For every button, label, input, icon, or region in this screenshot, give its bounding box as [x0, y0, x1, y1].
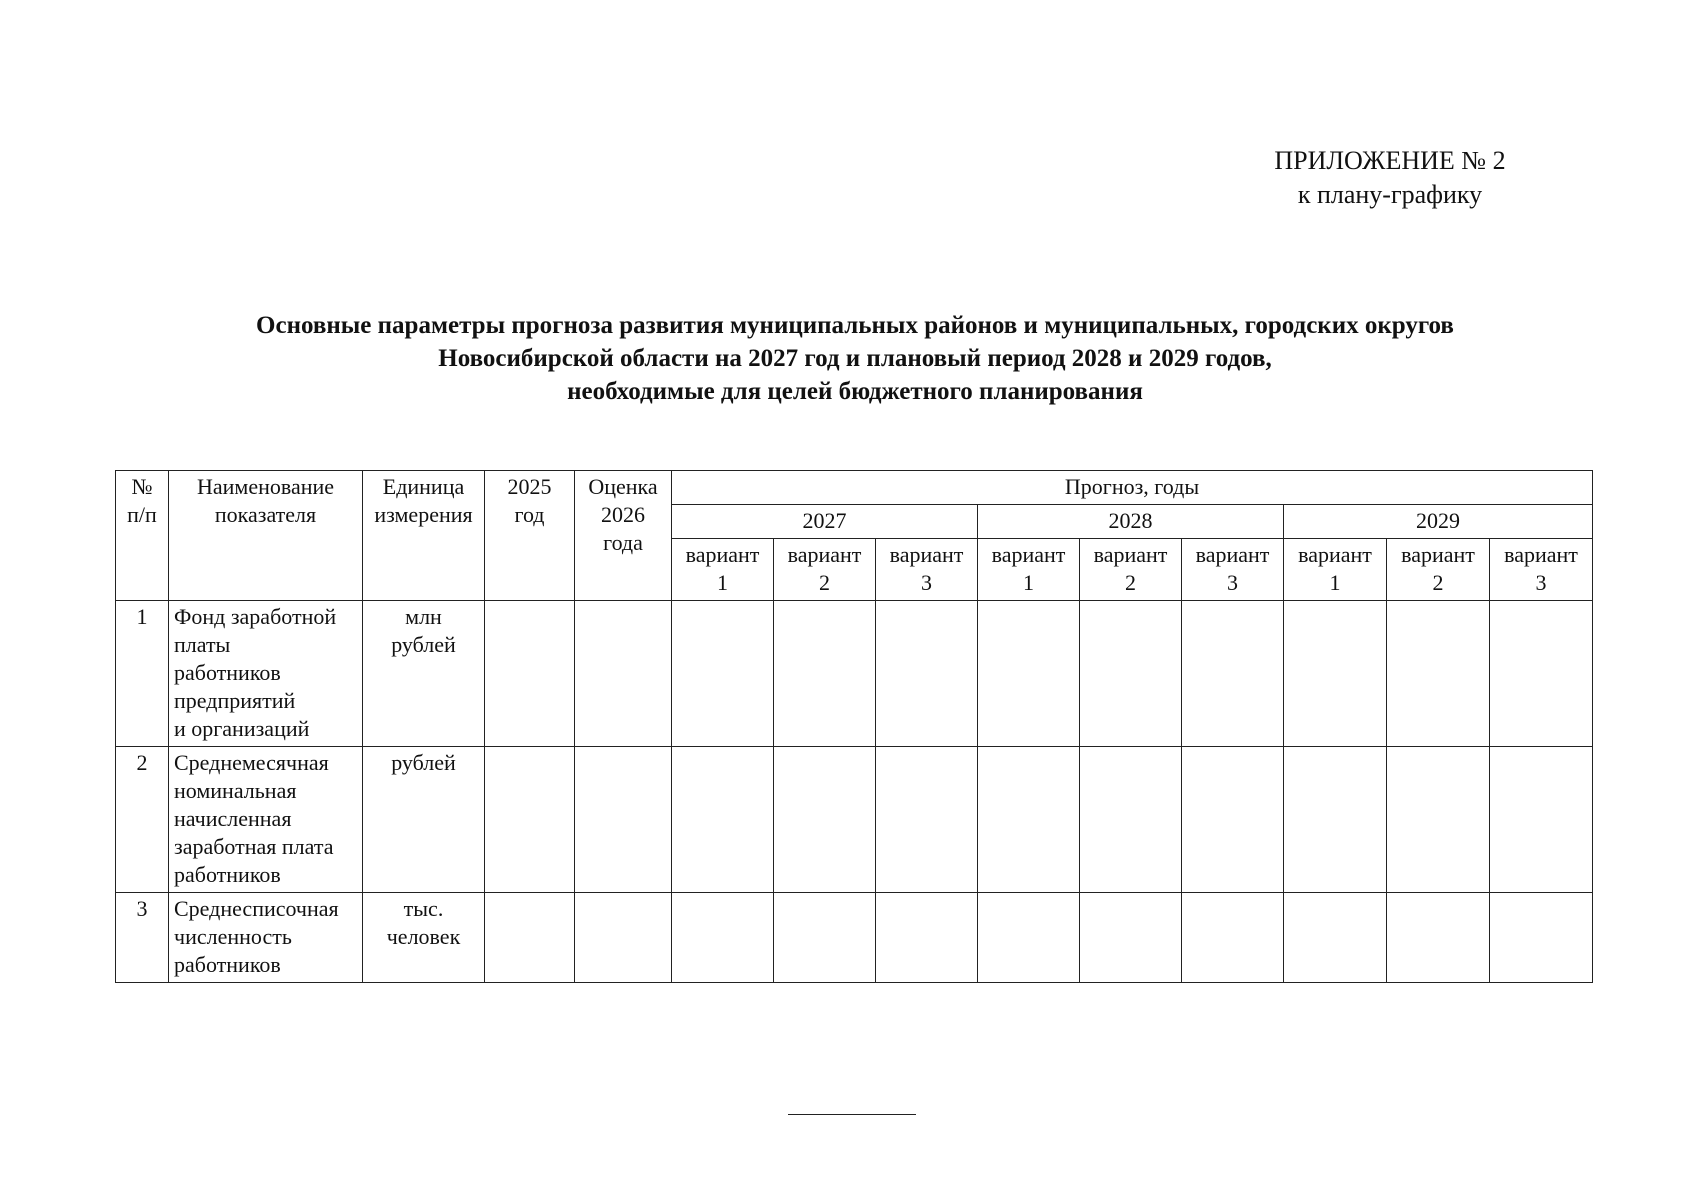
indicator-name: Среднемесячная номинальная начисленная заработная плата работников: [169, 747, 363, 893]
value-cell-2028-v3: [1182, 747, 1284, 893]
header-year-2025: 2025 год: [485, 471, 575, 601]
value-cell-2028-v1: [978, 601, 1080, 747]
title-line-3: необходимые для целей бюджетного планирования: [567, 378, 1143, 405]
value-cell-2028-v2: [1080, 893, 1182, 983]
header-number: № п/п: [116, 471, 169, 601]
value-cell-2029-v1: [1284, 893, 1387, 983]
value-cell-2027-v2: [774, 601, 876, 747]
table-row: [116, 747, 1593, 893]
header-year-2029: 2029: [1284, 505, 1593, 539]
value-cell-2027-v3: [876, 601, 978, 747]
row-number: 1: [116, 601, 169, 747]
value-cell-2028-v1: [978, 893, 1080, 983]
appendix-number: ПРИЛОЖЕНИЕ № 2: [1274, 146, 1506, 175]
header-2028-variant-1: вариант 1: [978, 539, 1080, 601]
value-cell-2029-v2: [1387, 747, 1490, 893]
value-cell-2027-v3: [876, 747, 978, 893]
header-2027-variant-2: вариант 2: [774, 539, 876, 601]
header-estimate-2026: Оценка 2026 года: [575, 471, 672, 601]
value-cell-2027-v3: [876, 893, 978, 983]
value-cell-2028-v3: [1182, 601, 1284, 747]
value-cell-2025: [485, 747, 575, 893]
value-cell-2029-v1: [1284, 747, 1387, 893]
value-cell-2029-v3: [1490, 893, 1593, 983]
header-year-2027: 2027: [672, 505, 978, 539]
row-number: 3: [116, 893, 169, 983]
indicator-unit: тыс. человек: [363, 893, 485, 983]
value-cell-2026: [575, 601, 672, 747]
header-unit: Единица измерения: [363, 471, 485, 601]
value-cell-2029-v3: [1490, 747, 1593, 893]
indicator-name: Фонд заработной платы работников предприятий и организаций: [169, 601, 363, 747]
header-2028-variant-3: вариант 3: [1182, 539, 1284, 601]
forecast-parameters-table: [115, 470, 1593, 983]
title-line-1: Основные параметры прогноза развития муниципальных районов и муниципальных, городских округов: [256, 312, 1454, 339]
value-cell-2026: [575, 747, 672, 893]
value-cell-2028-v1: [978, 747, 1080, 893]
value-cell-2029-v1: [1284, 601, 1387, 747]
title-line-2: Новосибирской области на 2027 год и плановый период 2028 и 2029 годов,: [438, 345, 1272, 372]
value-cell-2027-v1: [672, 601, 774, 747]
value-cell-2027-v2: [774, 893, 876, 983]
header-forecast-years: Прогноз, годы: [672, 471, 1593, 505]
value-cell-2025: [485, 893, 575, 983]
header-year-2028: 2028: [978, 505, 1284, 539]
header-indicator-name: Наименование показателя: [169, 471, 363, 601]
header-2027-variant-3: вариант 3: [876, 539, 978, 601]
value-cell-2029-v2: [1387, 601, 1490, 747]
end-of-document-line: [788, 1114, 916, 1115]
table-row: [116, 601, 1593, 747]
value-cell-2029-v2: [1387, 893, 1490, 983]
value-cell-2027-v2: [774, 747, 876, 893]
indicator-unit: млн рублей: [363, 601, 485, 747]
value-cell-2027-v1: [672, 747, 774, 893]
value-cell-2026: [575, 893, 672, 983]
header-row-forecast: [116, 471, 1593, 505]
header-2029-variant-1: вариант 1: [1284, 539, 1387, 601]
header-2029-variant-3: вариант 3: [1490, 539, 1593, 601]
value-cell-2029-v3: [1490, 601, 1593, 747]
appendix-label: [1240, 144, 1540, 212]
document-title: [120, 309, 1590, 408]
indicator-name: Среднесписочная численность работников: [169, 893, 363, 983]
value-cell-2028-v2: [1080, 747, 1182, 893]
indicator-unit: рублей: [363, 747, 485, 893]
row-number: 2: [116, 747, 169, 893]
value-cell-2028-v2: [1080, 601, 1182, 747]
header-2029-variant-2: вариант 2: [1387, 539, 1490, 601]
value-cell-2028-v3: [1182, 893, 1284, 983]
table-row: [116, 893, 1593, 983]
header-2027-variant-1: вариант 1: [672, 539, 774, 601]
appendix-reference: к плану-графику: [1297, 180, 1483, 209]
value-cell-2025: [485, 601, 575, 747]
header-2028-variant-2: вариант 2: [1080, 539, 1182, 601]
value-cell-2027-v1: [672, 893, 774, 983]
